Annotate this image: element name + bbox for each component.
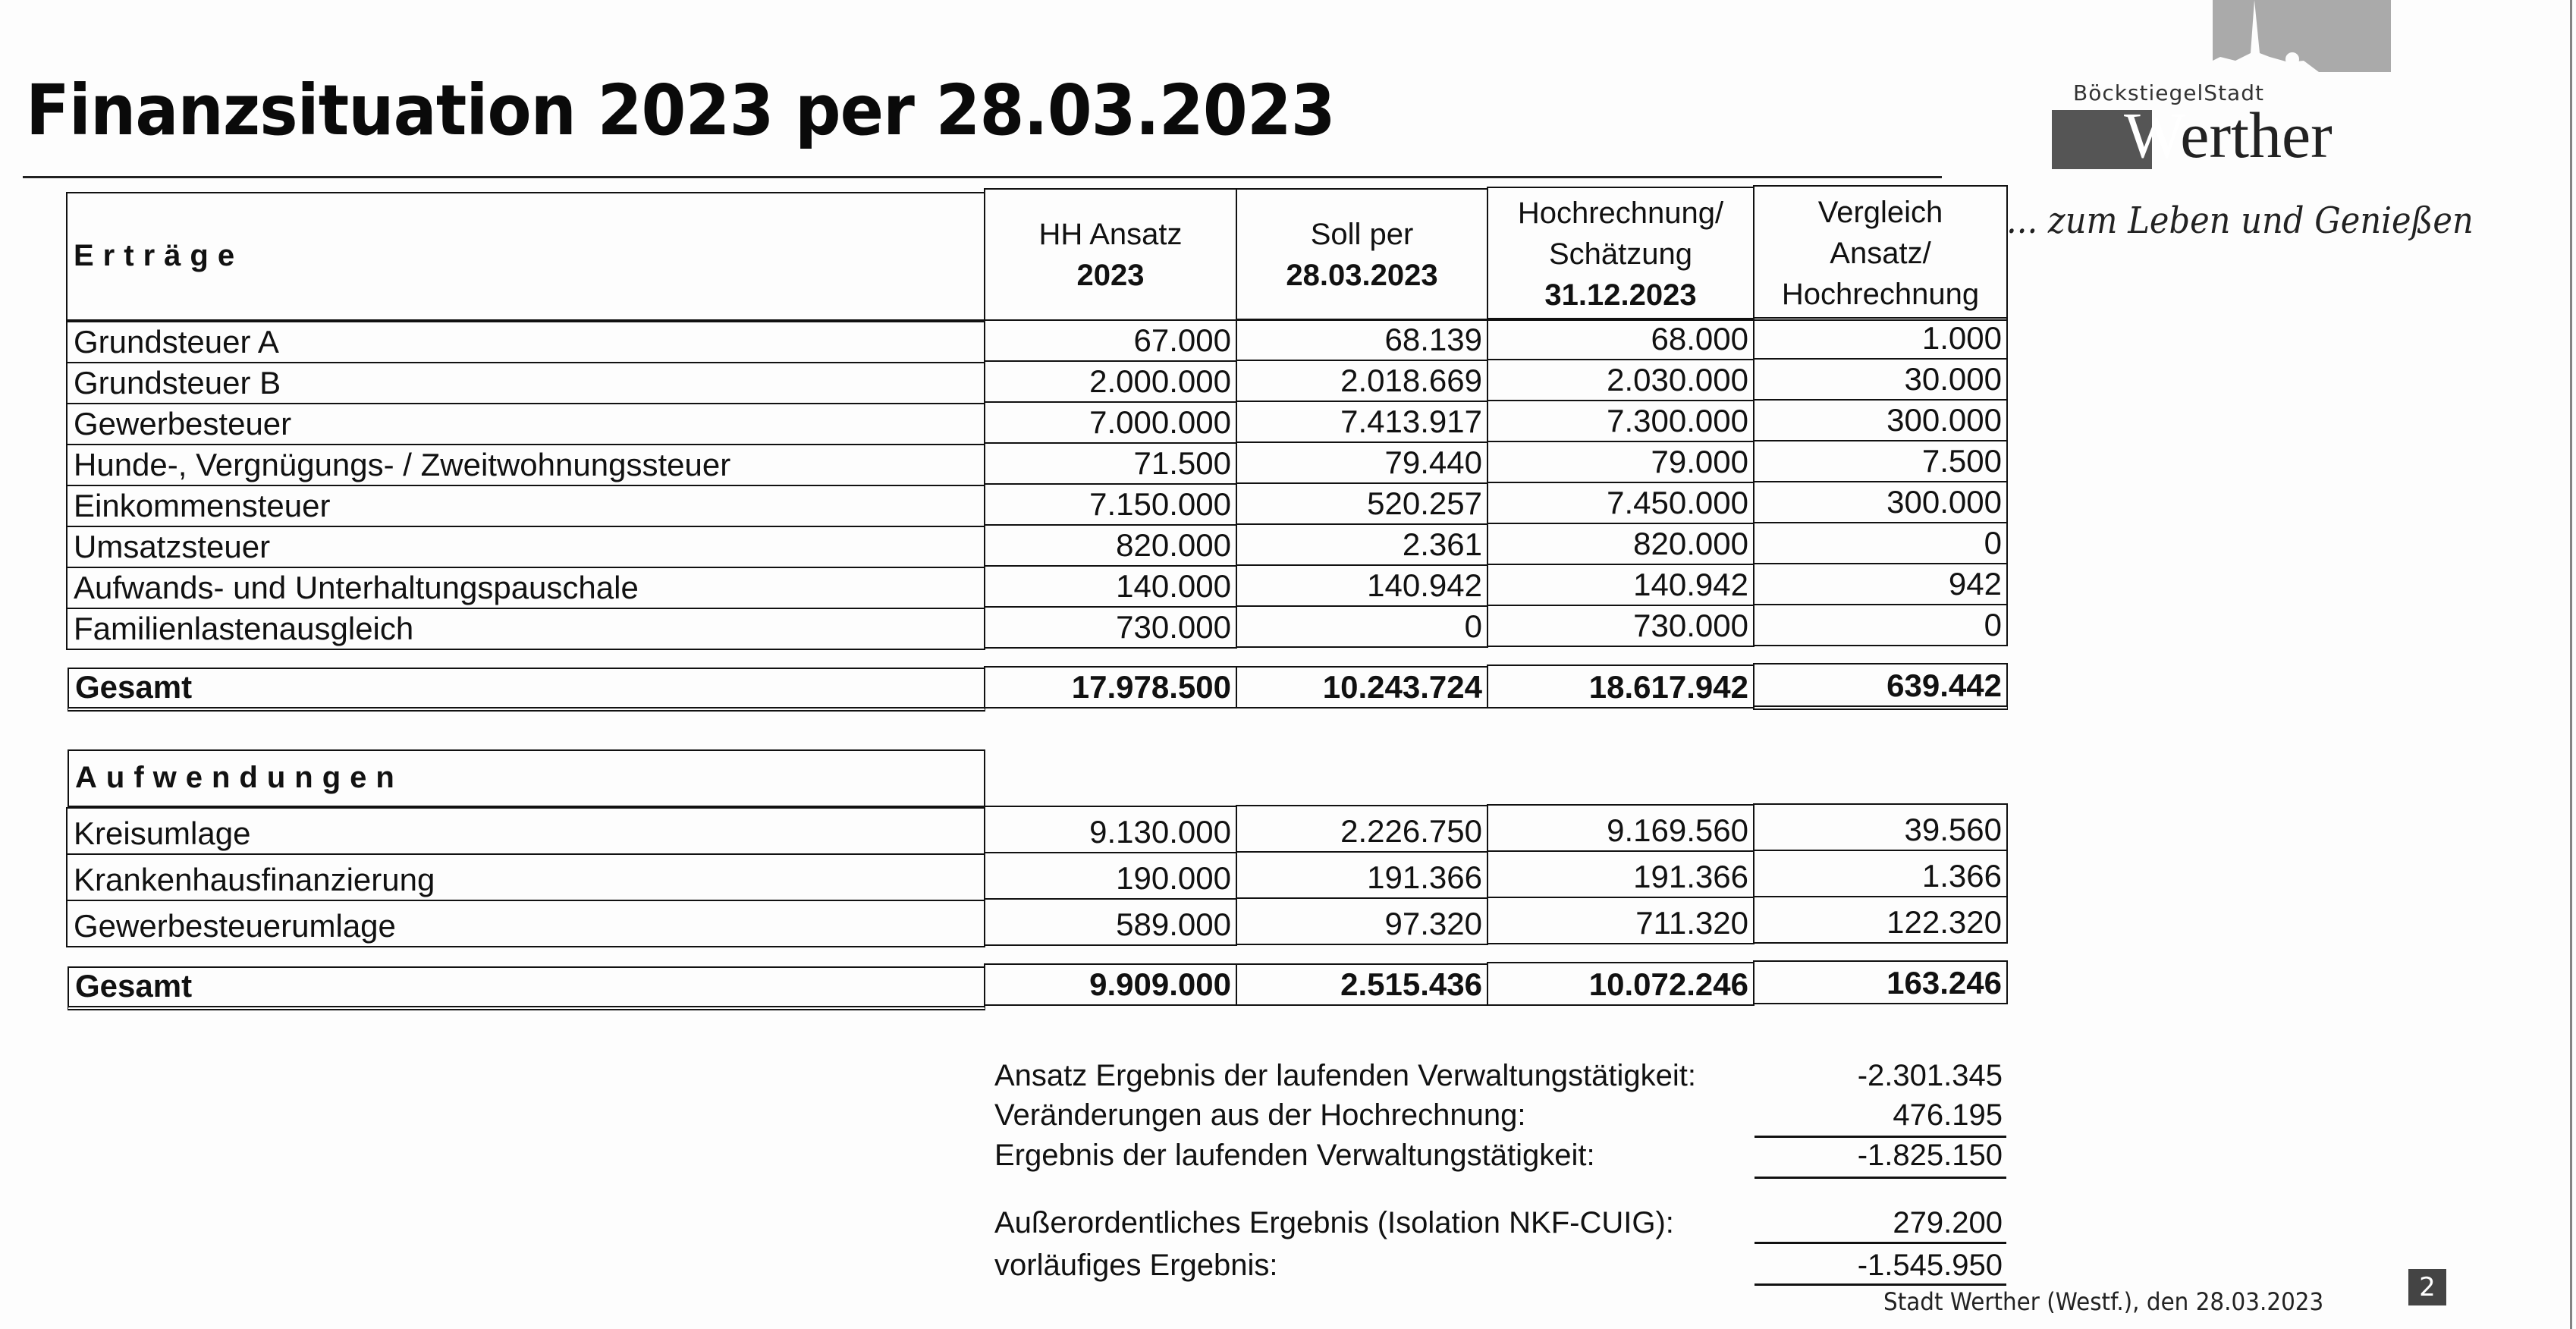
section-heading-ertraege: Erträge [66,192,985,321]
logo-name [2124,97,2333,173]
row-label: Aufwands- und Unterhaltungspauschale [66,567,985,609]
column-header-line: Ansatz/ [1830,236,1931,270]
logo-name-rest: erther [2180,99,2333,171]
row-value: 2.226.750 [1236,805,1488,853]
row-value: 820.000 [1487,523,1755,565]
summary-label: vorläufiges Ergebnis: [994,1249,1278,1282]
row-value: 711.320 [1487,897,1755,944]
section-heading-aufwendungen: Aufwendungen [68,749,985,807]
row-value: 730.000 [1487,605,1755,647]
row-value: 1.000 [1753,317,2008,360]
row-value: 79.000 [1487,441,1755,483]
row-value: 39.560 [1753,803,2008,851]
column-header-soll [1236,188,1488,321]
summary-divider [1755,1177,2006,1179]
row-value: 30.000 [1753,358,2008,401]
column-header-bold: 28.03.2023 [1286,258,1438,292]
row-value: 71.500 [984,442,1237,485]
row-value: 7.000.000 [984,401,1237,444]
row-label: Grundsteuer B [66,362,985,404]
column-header-line: Hochrechnung [1781,277,1980,311]
page-number: 2 [2408,1269,2446,1305]
row-label: Umsatzsteuer [66,526,985,568]
row-value: 7.150.000 [984,483,1237,526]
logo-slogan: ... zum Leben und Genießen [2006,200,2474,242]
column-header-bold: 31.12.2023 [1544,278,1697,312]
row-value: 7.300.000 [1487,400,1755,442]
row-value: 191.366 [1236,851,1488,899]
page-title: Finanzsituation 2023 per 28.03.2023 [26,70,1335,151]
row-value: 79.440 [1236,441,1488,484]
column-header-line: Soll per [1310,217,1414,251]
row-value: 140.000 [984,565,1237,608]
column-header-line: Vergleich [1817,195,1943,229]
row-value: 190.000 [984,852,1237,900]
row-value: 67.000 [984,319,1237,362]
row-value: 68.000 [1487,318,1755,360]
row-label: Einkommensteuer [66,485,985,527]
row-value: 9.169.560 [1487,804,1755,852]
summary-divider [1755,1242,2006,1244]
aufwendungen-total-hh: 9.909.000 [984,963,1237,1006]
summary-value: -1.545.950 [1857,1249,2003,1282]
row-value: 2.030.000 [1487,359,1755,401]
summary-label: Außerordentliches Ergebnis (Isolation NKF-CUIG): [994,1206,1674,1239]
summary-label: Ansatz Ergebnis der laufenden Verwaltungstätigkeit: [994,1059,1697,1092]
row-value: 942 [1753,563,2008,605]
row-label: Gewerbesteuer [66,403,985,445]
row-value: 0 [1236,605,1488,648]
row-value: 7.450.000 [1487,482,1755,524]
column-header-bold: 2023 [1076,258,1145,292]
column-header-vergleich [1753,185,2008,321]
footer-place-date: Stadt Werther (Westf.), den 28.03.2023 [1883,1287,2324,1316]
row-value: 820.000 [984,524,1237,567]
column-header-line: Schätzung [1548,237,1693,271]
row-value: 300.000 [1753,399,2008,441]
row-value: 97.320 [1236,897,1488,945]
row-value: 9.130.000 [984,806,1237,853]
row-value: 191.366 [1487,850,1755,898]
row-label: Grundsteuer A [66,321,985,363]
row-value: 7.500 [1753,440,2008,482]
ertraege-total-label: Gesamt [68,668,985,712]
summary-label: Veränderungen aus der Hochrechnung: [994,1098,1526,1132]
row-value: 2.361 [1236,523,1488,566]
summary-value: -2.301.345 [1857,1059,2003,1092]
ertraege-total-soll: 10.243.724 [1236,666,1488,708]
summary-value: 279.200 [1893,1206,2003,1239]
page-edge [2570,0,2572,1329]
column-header-line: HH Ansatz [1038,217,1183,251]
row-value: 730.000 [984,606,1237,649]
summary-label: Ergebnis der laufenden Verwaltungstätigkeit: [994,1139,1595,1172]
row-value: 300.000 [1753,481,2008,523]
row-value: 140.942 [1487,564,1755,606]
row-value: 7.413.917 [1236,401,1488,443]
row-value: 140.942 [1236,564,1488,607]
row-label: Familienlastenausgleich [66,608,985,650]
logo-skyline-icon [2213,0,2391,79]
row-value: 0 [1753,522,2008,564]
logo-subtitle: BöckstiegelStadt [2073,80,2264,105]
row-label: Kreisumlage [66,807,985,855]
row-label: Krankenhausfinanzierung [66,853,985,901]
summary-divider [1755,1136,2006,1138]
aufwendungen-total-soll: 2.515.436 [1236,963,1488,1006]
logo-name-initial: W [2124,99,2181,171]
row-label: Gewerbesteuerumlage [66,900,985,947]
column-header-hochrechnung [1487,187,1755,321]
row-value: 0 [1753,604,2008,646]
ertraege-total-hh: 17.978.500 [984,666,1237,708]
aufwendungen-total-vergleich: 163.246 [1753,960,2008,1004]
row-value: 68.139 [1236,319,1488,361]
row-label: Hunde-, Vergnügungs- / Zweitwohnungssteuer [66,444,985,486]
ertraege-total-vergleich: 639.442 [1753,663,2008,710]
row-value: 520.257 [1236,482,1488,525]
summary-value: 476.195 [1893,1098,2003,1132]
row-value: 2.018.669 [1236,360,1488,402]
row-value: 122.320 [1753,896,2008,944]
summary-value: -1.825.150 [1857,1139,2003,1172]
aufwendungen-total-label: Gesamt [68,966,985,1010]
aufwendungen-total-hochrechnung: 10.072.246 [1487,962,1755,1006]
title-divider [23,176,1942,178]
summary-divider [1755,1283,2006,1286]
ertraege-total-hochrechnung: 18.617.942 [1487,664,1755,708]
column-header-line: Hochrechnung/ [1517,196,1724,230]
row-value: 1.366 [1753,850,2008,897]
row-value: 589.000 [984,898,1237,946]
row-value: 2.000.000 [984,360,1237,403]
column-header-hh-ansatz [984,188,1237,321]
